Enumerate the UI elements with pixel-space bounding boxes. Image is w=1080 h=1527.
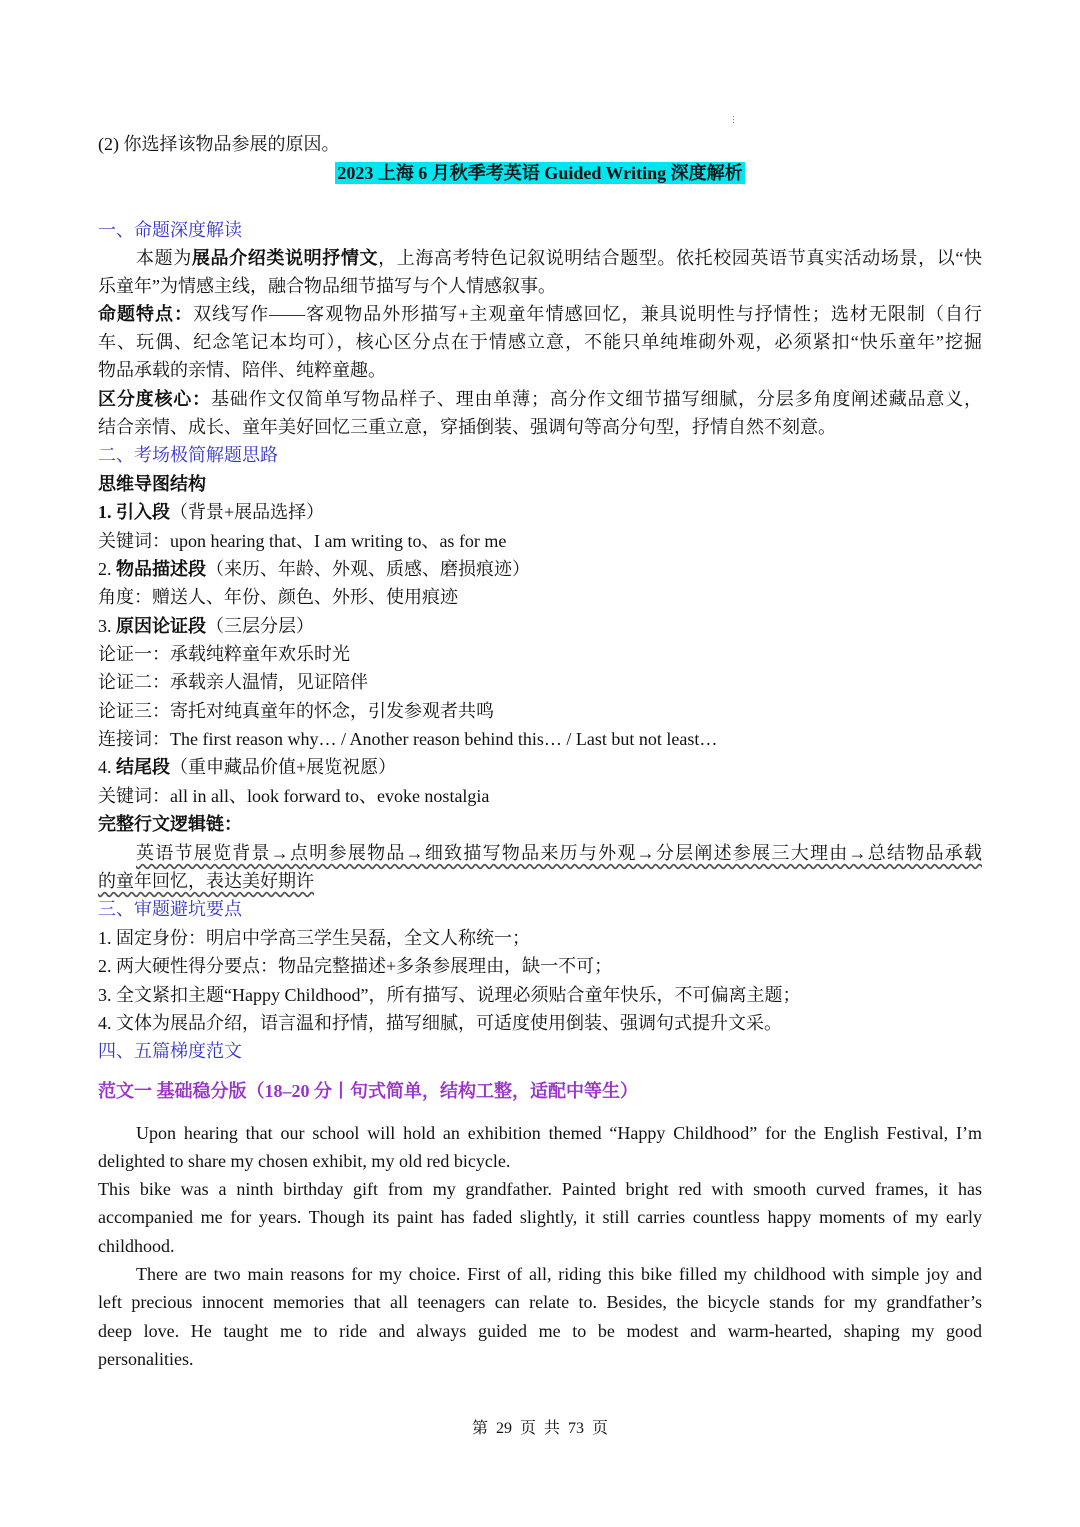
essay-line: personalities. (98, 1349, 194, 1369)
mindmap-title: 思维导图结构 (98, 474, 206, 494)
essay-line: accompanied me for years. Though its paint has faded slightly, it still carries countless happy moments of my early (98, 1207, 982, 1227)
essay-line: deep love. He taught me to ride and always guided me to be modest and warm-hearted, shaping my good (98, 1321, 982, 1341)
logic-chain-line: 的童年回忆，表达美好期许 (98, 871, 314, 891)
part-2-heading: 2. 物品描述段（来历、年龄、外观、质感、磨损痕迹） (98, 559, 530, 579)
total-pages: 73 (568, 1420, 585, 1437)
core-line: 结合亲情、成长、童年美好回忆三重立意，穿插倒装、强调句等高分句型，抒情自然不刻意。 (98, 417, 836, 437)
connectors: 连接词：The first reason why… / Another reason behind this… / Last but not least… (98, 729, 718, 749)
section-heading-3: 三、审题避坑要点 (98, 899, 242, 919)
features-line: 车、玩偶、纪念笔记本均可），核心区分点在于情感立意，不能只单纯堆砌外观，必须紧扣“快乐童年”挖掘 (98, 332, 982, 352)
page-footer: 第 29 页 共 73 页 (471, 1420, 609, 1437)
part-1-heading: 1. 引入段（背景+展品选择） (98, 502, 325, 522)
section-heading-2: 二、考场极简解题思路 (98, 445, 278, 465)
pitfall-item: 1. 固定身份：明启中学高三学生吴磊，全文人称统一； (98, 928, 530, 948)
part-2-angle: 角度：赠送人、年份、颜色、外形、使用痕迹 (98, 587, 458, 607)
essay-line: Upon hearing that our school will hold an exhibition themed “Happy Childhood” for the English Festival, I’m (136, 1123, 982, 1143)
features-line: 物品承载的亲情、陪伴、纯粹童趣。 (98, 360, 386, 380)
essay-line: childhood. (98, 1236, 175, 1256)
features-line: 命题特点：双线写作——客观物品外形描写+主观童年情感回忆，兼具说明性与抒情性；选材无限制（自行 (98, 304, 982, 324)
intro-paragraph-line: 乐童年”为情感主线，融合物品细节描写与个人情感叙事。 (98, 276, 556, 296)
pitfall-item: 3. 全文紧扣主题“Happy Childhood”，所有描写、说理必须贴合童年快乐，不可偏离主题； (98, 985, 801, 1005)
part-4-heading: 4. 结尾段（重申藏品价值+展览祝愿） (98, 757, 397, 777)
highlighted-title: 2023 上海 6 月秋季考英语 Guided Writing 深度解析 (337, 163, 743, 183)
essay-line: There are two main reasons for my choice. First of all, riding this bike filled my childhood with simple joy and (136, 1264, 982, 1284)
essay-line: left precious innocent memories that all teenagers can relate to. Besides, the bicycle stands for my grandfather’s (98, 1292, 982, 1312)
intro-paragraph-line: 本题为展品介绍类说明抒情文，上海高考特色记叙说明结合题型。依托校园英语节真实活动场景，以“快 (136, 248, 983, 268)
page-number: 29 (495, 1420, 512, 1437)
essay-line: delighted to share my chosen exhibit, my old red bicycle. (98, 1151, 511, 1171)
section-heading-1: 一、命题深度解读 (98, 220, 242, 240)
logic-chain-line: 英语节展览背景→点明参展物品→细致描写物品来历与外观→分层阐述参展三大理由→总结物品承载 (136, 843, 982, 863)
essay-line: This bike was a ninth birthday gift from my grandfather. Painted bright red with smooth curved frames, it has (98, 1179, 982, 1199)
sample-essay-title: 范文一 基础稳分版（18–20 分丨句式简单，结构工整，适配中等生） (98, 1081, 638, 1101)
page-title (0, 161, 1080, 185)
part-4-keywords: 关键词：all in all、look forward to、evoke nostalgia (98, 786, 490, 806)
task-note: (2) 你选择该物品参展的原因。 (98, 134, 340, 154)
argument-3: 论证三：寄托对纯真童年的怀念，引发参观者共鸣 (98, 701, 494, 721)
pitfall-item: 2. 两大硬性得分要点：物品完整描述+多条参展理由，缺一不可； (98, 956, 613, 976)
argument-1: 论证一：承载纯粹童年欢乐时光 (98, 644, 350, 664)
logic-chain-title: 完整行文逻辑链： (98, 814, 242, 834)
core-line: 区分度核心：基础作文仅简单写物品样子、理由单薄；高分作文细节描写细腻，分层多角度阐述藏品意义， (98, 389, 983, 409)
pitfall-item: 4. 文体为展品介绍，语言温和抒情，描写细腻，可适度使用倒装、强调句式提升文采。 (98, 1013, 782, 1033)
argument-2: 论证二：承载亲人温情，见证陪伴 (98, 672, 368, 692)
part-1-keywords: 关键词：upon hearing that、I am writing to、as for me (98, 531, 507, 551)
section-heading-4: 四、五篇梯度范文 (98, 1041, 242, 1061)
stray-mark (733, 116, 735, 124)
part-3-heading: 3. 原因论证段（三层分层） (98, 616, 314, 636)
